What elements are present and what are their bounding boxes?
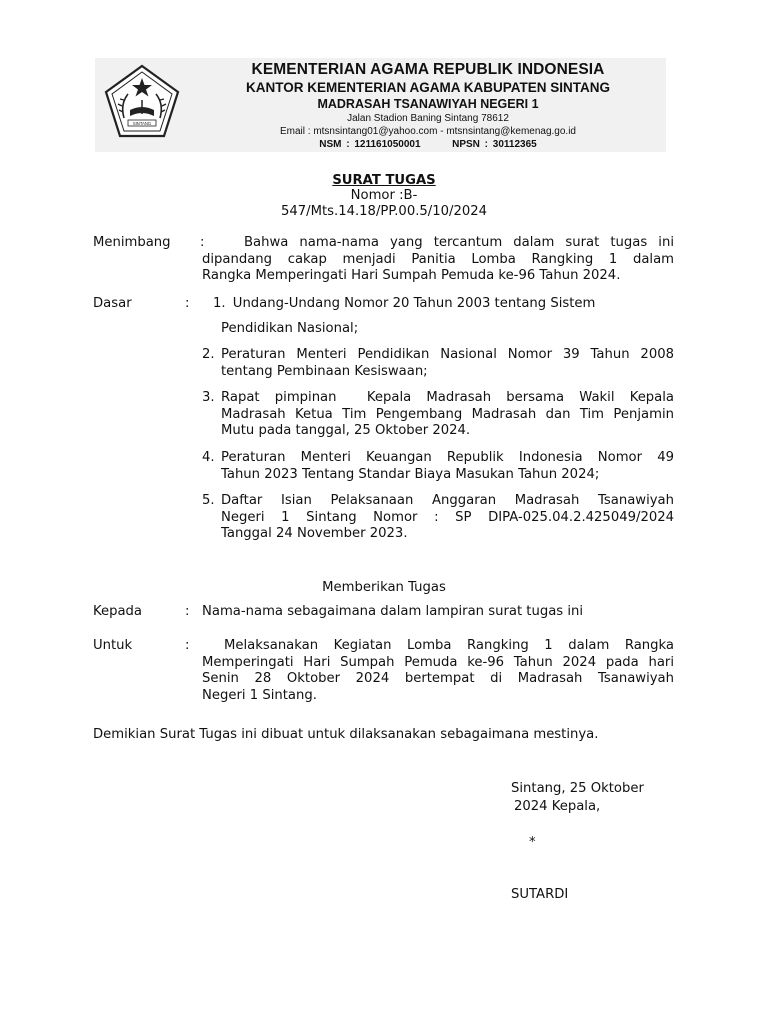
document-number-line2: 547/Mts.14.18/PP.00.5/10/2024: [280, 204, 488, 219]
dasar-item-2-text: [221, 347, 674, 380]
document-number-line1: Nomor :B-: [350, 188, 418, 203]
letterhead-ids: [190, 138, 666, 151]
dasar-item-3-text: [221, 390, 674, 440]
document-title: SURAT TUGAS: [332, 173, 436, 188]
dasar-item-2-line1: Peraturan Menteri Pendidikan Nasional Nomor 39 Tahun 2008: [221, 347, 674, 362]
dasar-item-5-text: [221, 493, 674, 543]
signature-mark: *: [529, 835, 536, 850]
letterhead-nsm: NSM : 121161050001: [319, 139, 421, 150]
letterhead-office: KANTOR KEMENTERIAN AGAMA KABUPATEN SINTANG: [246, 80, 610, 95]
dasar-item-1-line2: Pendidikan Nasional;: [221, 321, 359, 336]
signatory-name: SUTARDI: [511, 887, 569, 902]
letterhead: [190, 58, 666, 151]
untuk-label: Untuk: [93, 638, 133, 653]
menimbang-label: Menimbang: [93, 235, 171, 250]
dasar-item-3-line1: Rapat pimpinan Kepala Madrasah bersama Wakil Kepala: [221, 390, 674, 405]
dasar-item-5-line3: Tanggal 24 November 2023.: [221, 526, 408, 541]
untuk-colon: :: [185, 638, 190, 653]
kepada-text: Nama-nama sebagaimana dalam lampiran surat tugas ini: [202, 604, 584, 619]
menimbang-colon: :: [200, 235, 205, 250]
menimbang-line2: dipandang cakap menjadi Panitia Lomba Rangking 1 dalam: [202, 251, 674, 267]
letterhead-email: Email : mtsnsintang01@yahoo.com - mtsnsintang@kemenag.go.id: [279, 126, 576, 137]
signature-role: 2024 Kepala,: [514, 799, 601, 814]
letterhead-school: MADRASAH TSANAWIYAH NEGERI 1: [317, 97, 539, 111]
menimbang-text: [202, 235, 674, 285]
dasar-item-3-line3: Mutu pada tanggal, 25 Oktober 2024.: [221, 423, 471, 438]
dasar-item-1: [213, 296, 674, 313]
dasar-item-2-line2: tentang Pembinaan Kesiswaan;: [221, 363, 428, 379]
untuk-line1: Melaksanakan Kegiatan Lomba Rangking 1 dalam Rangka: [224, 638, 674, 653]
menimbang-line1: Bahwa nama-nama yang tercantum dalam surat tugas ini: [244, 235, 674, 250]
logo-ribbon-text: SINTANG: [132, 121, 152, 126]
dasar-item-4-number: 4.: [202, 450, 215, 465]
letterhead-address: Jalan Stadion Baning Sintang 78612: [347, 113, 509, 124]
untuk-line3: Senin 28 Oktober 2024 bertempat di Madrasah Tsanawiyah: [202, 671, 674, 686]
untuk-text: [202, 638, 674, 704]
kepada-label: Kepada: [93, 604, 143, 619]
dasar-item-1-number: 1.: [213, 296, 226, 311]
letterhead-npsn: NPSN : 30112365: [452, 139, 537, 150]
dasar-item-3-line2: Madrasah Ketua Tim Pengembang Madrasah dan Tim Penjamin: [221, 406, 674, 422]
kepada-colon: :: [185, 604, 190, 619]
dasar-item-1-line1: Undang-Undang Nomor 20 Tahun 2003 tentang Sistem: [232, 296, 596, 311]
dasar-item-4-text: [221, 450, 674, 483]
dasar-item-5-line2: Negeri 1 Sintang Nomor : SP DIPA-025.04.2.425049/2024: [221, 509, 674, 525]
closing-sentence: Demikian Surat Tugas ini dibuat untuk dilaksanakan sebagaimana mestinya.: [93, 727, 599, 742]
memberikan-tugas-heading: Memberikan Tugas: [322, 580, 446, 595]
dasar-item-2-number: 2.: [202, 347, 215, 362]
signature-place-date: Sintang, 25 Oktober: [511, 781, 644, 796]
dasar-label: Dasar: [93, 296, 132, 311]
dasar-item-3-number: 3.: [202, 390, 215, 405]
dasar-item-5-number: 5.: [202, 493, 215, 508]
ministry-logo-icon: [100, 60, 184, 144]
dasar-item-4-line2: Tahun 2023 Tentang Standar Biaya Masukan Tahun 2024;: [221, 466, 600, 482]
dasar-item-4-line1: Peraturan Menteri Keuangan Republik Indonesia Nomor 49: [221, 450, 674, 465]
dasar-item-5-line1: Daftar Isian Pelaksanaan Anggaran Madrasah Tsanawiyah: [221, 493, 674, 508]
letterhead-ministry: KEMENTERIAN AGAMA REPUBLIK INDONESIA: [251, 61, 605, 78]
untuk-line2: Memperingati Hari Sumpah Pemuda ke-96 Tahun 2024 pada hari: [202, 654, 674, 670]
untuk-line4: Negeri 1 Sintang.: [202, 687, 317, 703]
dasar-colon: :: [185, 296, 190, 311]
menimbang-line3: Rangka Memperingati Hari Sumpah Pemuda ke-96 Tahun 2024.: [202, 268, 621, 283]
